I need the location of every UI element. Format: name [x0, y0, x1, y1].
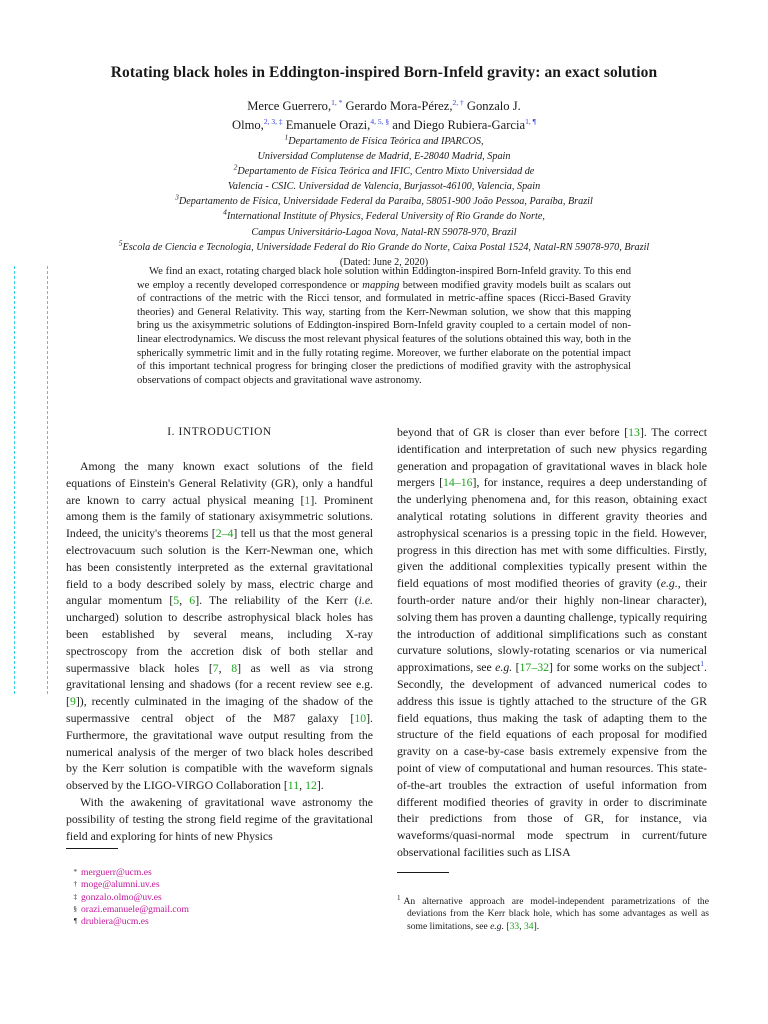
body-paragraph: beyond that of GR is closer than ever before [13]. The correct identification and interpretation of such new physics regarding generation and propagation of gravitational waves in black hole mergers [14–16], for instance, requires a deep understanding of the underlying phenomena and, for this reason, obtaining exact analytical rotating solutions in different gravity theories and astrophysical scenarios is a pressing topic in the field. However, progress in this direction has met with some difficulties. Firstly, given the additional complexities typically present within the field equations of most modified theories of gravity (e.g., their fourth-order nature and/or their highly non-linear character), solving them has proven a daunting challenge, typically requiring the introduction of additional simplifications such as constant curvature solutions, slowly-rotating scenarios or via numerical approximations, see e.g. [17–32] for some works on the subject$^1$. Secondly, the development of advanced numerical codes to address this issue is tightly attached to the structure of the GR field equations, thus making the task of adapting them to the structure of the field equations of each proposal for modified gravity on a case-by-case basis extremely expensive from the point of view of computational and human resources. This state-of-the-art troubles the extraction of useful information from different modified theories of gravity in order to discriminate their predictions from those of GR, for instance, via waveforms/quasi-normal mode spectrum in current/future observational facilities such as LISA [397, 425, 707, 859]
author-name: Emanuele Orazi, [282, 118, 371, 132]
email-footnote: † moge@alumni.uv.es [73, 879, 160, 891]
citation-link[interactable]: 9 [69, 694, 76, 709]
affiliation-line: $^3$Departamento de Física, Universidade Federal da Paraíba, 58051-900 João Pessoa, Paraíba, Brazil [175, 192, 593, 208]
affiliation-line: Campus Universitário-Lagoa Nova, Natal-RN 59078-970, Brazil [251, 226, 517, 238]
arxiv-sidebar-stamp [14, 266, 48, 694]
affiliation-line: $^4$International Institute of Physics, Federal University of Rio Grande do Norte, [223, 208, 545, 223]
affiliation-list [20, 134, 748, 270]
affiliation-line: $^5$Escola de Ciencia e Tecnologia, Universidade Federal do Rio Grande do Norte, Caixa Postal 1524, Natal-RN 59078-970, Brazil [118, 238, 650, 253]
footnote-mark[interactable]: 1 [700, 659, 705, 669]
section-heading: I. INTRODUCTION [167, 426, 272, 438]
citation-link[interactable]: 10 [354, 710, 367, 725]
email-link[interactable]: gonzalo.olmo@uv.es [81, 891, 162, 903]
body-column-right [397, 424, 707, 861]
footnote-rule [66, 848, 118, 849]
author-affil-mark[interactable]: 4, 5, § [370, 116, 390, 126]
author-email-footnotes [66, 867, 366, 928]
body-paragraph: Among the many known exact solutions of the field equations of Einstein's General Relativity (GR), only a handful are known to carry actual physical meaning [1]. Prominent among them is the family of stationary axisymmetric solutions. Indeed, the unicity's theorems [2–4] tell us that the most general electrovacuum such solution is the Kerr-Newman one, which has been consistently interpreted as the external gravitational field to a body described solely by mass, electric charge and angular momentum [5, 6]. The reliability of the Kerr (i.e. uncharged) solution to describe astrophysical black holes has been established by several means, including X-ray spectroscopy from the accretion disk of both stellar and supermassive black holes [7, 8] as well as via strong gravitational lensing and shadows (for a recent review see e.g. [9]), recently culminated in the imaging of the shadow of the supermassive central object of the M87 galaxy [10]. Furthermore, the gravitational wave output resulting from the numerical analysis of the merger of two black holes described by the Kerr solution is compatible with the waveform signals observed by the LIGO-VIRGO Collaboration [11, 12]. [66, 459, 374, 793]
author-name: Gerardo Mora-Pérez, [342, 99, 453, 113]
citation-link[interactable]: 2–4 [215, 526, 234, 541]
citation-link[interactable]: 13 [628, 425, 640, 439]
email-footnote: § orazi.emanuele@gmail.com [73, 903, 189, 915]
author-affil-mark[interactable]: 1, * [331, 97, 343, 107]
citation-link[interactable]: 14–16 [443, 475, 473, 490]
footnote-1: $^1$ An alternative approach are model-independent parametrizations of the deviations from the Kerr black hole, which has some advantages as well as some limitations, see e.g. [33, 34]. [397, 893, 709, 932]
author-name: Merce Guerrero, [247, 99, 332, 113]
author-affil-mark[interactable]: 2, † [452, 97, 464, 107]
body-column-left [66, 424, 373, 844]
email-link[interactable]: moge@alumni.uv.es [81, 879, 160, 891]
citation-link[interactable]: 5 [173, 593, 180, 608]
citation-link[interactable]: 11 [287, 778, 300, 793]
email-footnote: * merguerr@ucm.es [73, 867, 152, 878]
affiliation-line: $^1$Departamento de Física Teórica and IPARCOS, [284, 132, 484, 147]
author-name: Gonzalo J. [463, 99, 521, 113]
citation-link[interactable]: 34 [523, 920, 534, 932]
affiliation-line: $^2$Departamento de Física Teórica and IFIC, Centro Mixto Universidad de [233, 162, 535, 178]
email-footnote: ¶ drubiera@ucm.es [73, 916, 149, 928]
citation-link[interactable]: 8 [231, 660, 238, 675]
citation-link[interactable]: 7 [212, 660, 219, 675]
citation-link[interactable]: 33 [509, 920, 520, 932]
author-affil-mark[interactable]: 2, 3, ‡ [263, 116, 283, 126]
footnote-rule [397, 872, 449, 873]
email-link[interactable]: orazi.emanuele@gmail.com [81, 903, 189, 915]
author-list [150, 97, 618, 135]
dated-line: (Dated: June 2, 2020) [339, 256, 429, 268]
email-link[interactable]: merguerr@ucm.es [81, 867, 152, 878]
affiliation-line: Valencia - CSIC. Universidad de Valencia, Burjassot-46100, Valencia, Spain [227, 181, 541, 193]
author-name: and Diego Rubiera-Garcia [389, 118, 526, 132]
citation-link[interactable]: 17–32 [519, 660, 550, 675]
abstract: We find an exact, rotating charged black hole solution within Eddington-inspired Born-Infeld gravity. To this end we employ a recently developed correspondence or mapping between modified gravity models built as scalars out of contractions of the metric with the Ricci tensor, and formulated in metric-affine spaces (Ricci-Based Gravity theories) and General Relativity. This way, starting from the Kerr-Newman solution, we show that this mapping bring us the axisymmetric solutions of Eddington-inspired Born-Infeld gravity coupled to a certain model of non-linear electrodynamics. We discuss the most relevant physical features of the solutions obtained this way, both in the spherically symmetric limit and in the fully rotating regime. Moreover, we further elaborate on the potential impact of this important technical progress for bringing closer the predictions of modified gravity with the astrophysical observations of compact objects and gravitational wave astronomy. [137, 266, 632, 386]
citation-link[interactable]: 1 [304, 492, 311, 507]
affiliation-line: Universidad Complutense de Madrid, E-28040 Madrid, Spain [257, 151, 511, 163]
email-footnote: ‡ gonzalo.olmo@uv.es [73, 891, 162, 903]
citation-link[interactable]: 6 [189, 593, 196, 608]
paper-title: Rotating black holes in Eddington-inspired Born-Infeld gravity: an exact solution [110, 64, 658, 81]
author-affil-mark[interactable]: 1, ¶ [525, 116, 537, 126]
citation-link[interactable]: 12 [305, 778, 317, 793]
body-paragraph: With the awakening of gravitational wave astronomy the possibility of testing the strong field regime of the gravitational field and exploring for hints of new Physics [66, 794, 373, 843]
author-name: Olmo, [231, 118, 264, 132]
email-link[interactable]: drubiera@ucm.es [81, 916, 149, 928]
